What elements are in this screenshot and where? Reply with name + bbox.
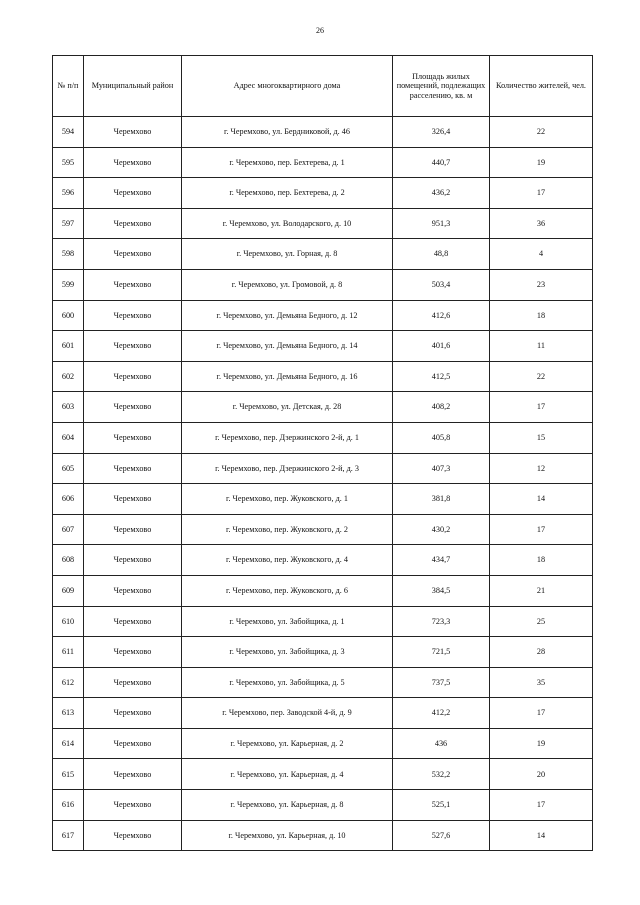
cell-district: Черемхово [84, 422, 182, 453]
cell-address: г. Черемхово, ул. Карьерная, д. 10 [182, 820, 393, 851]
cell-area: 503,4 [393, 269, 490, 300]
cell-area: 440,7 [393, 147, 490, 178]
cell-residents: 17 [490, 790, 593, 821]
table-row [53, 667, 593, 698]
cell-address: г. Черемхово, ул. Володарского, д. 10 [182, 208, 393, 239]
cell-residents: 14 [490, 484, 593, 515]
cell-address: г. Черемхово, ул. Забойщика, д. 5 [182, 667, 393, 698]
cell-area: 412,6 [393, 300, 490, 331]
cell-num: 595 [53, 147, 84, 178]
cell-address: г. Черемхово, пер. Жуковского, д. 6 [182, 575, 393, 606]
cell-residents: 21 [490, 575, 593, 606]
cell-num: 604 [53, 422, 84, 453]
cell-address: г. Черемхово, ул. Карьерная, д. 2 [182, 728, 393, 759]
cell-num: 616 [53, 790, 84, 821]
cell-residents: 20 [490, 759, 593, 790]
cell-district: Черемхово [84, 361, 182, 392]
header-residents: Количество жителей, чел. [490, 56, 593, 117]
cell-num: 601 [53, 331, 84, 362]
cell-area: 384,5 [393, 575, 490, 606]
cell-district: Черемхово [84, 239, 182, 270]
cell-num: 603 [53, 392, 84, 423]
cell-num: 617 [53, 820, 84, 851]
cell-district: Черемхово [84, 208, 182, 239]
cell-residents: 17 [490, 178, 593, 209]
header-district: Муниципальный район [84, 56, 182, 117]
cell-district: Черемхово [84, 728, 182, 759]
table-row [53, 606, 593, 637]
table-row [53, 269, 593, 300]
cell-district: Черемхово [84, 514, 182, 545]
cell-residents: 17 [490, 514, 593, 545]
cell-num: 605 [53, 453, 84, 484]
cell-area: 401,6 [393, 331, 490, 362]
cell-residents: 17 [490, 698, 593, 729]
cell-num: 611 [53, 637, 84, 668]
cell-address: г. Черемхово, ул. Карьерная, д. 4 [182, 759, 393, 790]
cell-area: 381,8 [393, 484, 490, 515]
cell-address: г. Черемхово, пер. Дзержинского 2-й, д. 3 [182, 453, 393, 484]
cell-num: 599 [53, 269, 84, 300]
cell-residents: 4 [490, 239, 593, 270]
cell-num: 608 [53, 545, 84, 576]
cell-district: Черемхово [84, 269, 182, 300]
cell-address: г. Черемхово, ул. Забойщика, д. 3 [182, 637, 393, 668]
cell-residents: 23 [490, 269, 593, 300]
cell-residents: 15 [490, 422, 593, 453]
cell-residents: 19 [490, 728, 593, 759]
cell-district: Черемхово [84, 759, 182, 790]
table-row [53, 361, 593, 392]
table-row [53, 239, 593, 270]
cell-district: Черемхово [84, 484, 182, 515]
header-address: Адрес многоквартирного дома [182, 56, 393, 117]
cell-district: Черемхово [84, 698, 182, 729]
cell-num: 612 [53, 667, 84, 698]
cell-area: 430,2 [393, 514, 490, 545]
table-row [53, 545, 593, 576]
cell-area: 721,5 [393, 637, 490, 668]
cell-address: г. Черемхово, ул. Детская, д. 28 [182, 392, 393, 423]
cell-district: Черемхово [84, 117, 182, 148]
table-row [53, 728, 593, 759]
cell-num: 607 [53, 514, 84, 545]
cell-residents: 35 [490, 667, 593, 698]
cell-residents: 22 [490, 117, 593, 148]
cell-address: г. Черемхово, ул. Карьерная, д. 8 [182, 790, 393, 821]
cell-area: 407,3 [393, 453, 490, 484]
cell-area: 951,3 [393, 208, 490, 239]
table-row [53, 147, 593, 178]
table-row [53, 484, 593, 515]
cell-residents: 28 [490, 637, 593, 668]
table-header [53, 56, 593, 117]
cell-address: г. Черемхово, ул. Демьяна Бедного, д. 16 [182, 361, 393, 392]
table-row [53, 698, 593, 729]
cell-address: г. Черемхово, пер. Бехтерева, д. 2 [182, 178, 393, 209]
cell-area: 532,2 [393, 759, 490, 790]
cell-area: 434,7 [393, 545, 490, 576]
cell-address: г. Черемхово, пер. Дзержинского 2-й, д. 1 [182, 422, 393, 453]
table-row [53, 392, 593, 423]
table-row [53, 117, 593, 148]
cell-address: г. Черемхово, ул. Бердниковой, д. 46 [182, 117, 393, 148]
cell-area: 525,1 [393, 790, 490, 821]
cell-district: Черемхово [84, 575, 182, 606]
cell-address: г. Черемхово, пер. Жуковского, д. 4 [182, 545, 393, 576]
cell-residents: 12 [490, 453, 593, 484]
cell-residents: 14 [490, 820, 593, 851]
cell-district: Черемхово [84, 545, 182, 576]
table-row [53, 575, 593, 606]
cell-address: г. Черемхово, ул. Демьяна Бедного, д. 14 [182, 331, 393, 362]
table-row [53, 208, 593, 239]
cell-residents: 17 [490, 392, 593, 423]
cell-area: 436 [393, 728, 490, 759]
cell-district: Черемхово [84, 178, 182, 209]
cell-area: 326,4 [393, 117, 490, 148]
table-row [53, 514, 593, 545]
cell-residents: 18 [490, 545, 593, 576]
cell-address: г. Черемхово, пер. Жуковского, д. 1 [182, 484, 393, 515]
cell-num: 613 [53, 698, 84, 729]
cell-area: 723,3 [393, 606, 490, 637]
cell-area: 408,2 [393, 392, 490, 423]
header-num: № п/п [53, 56, 84, 117]
cell-residents: 11 [490, 331, 593, 362]
cell-district: Черемхово [84, 392, 182, 423]
table-body [53, 117, 593, 851]
cell-area: 527,6 [393, 820, 490, 851]
cell-district: Черемхово [84, 820, 182, 851]
cell-num: 602 [53, 361, 84, 392]
cell-district: Черемхово [84, 637, 182, 668]
table-row [53, 453, 593, 484]
table-row [53, 422, 593, 453]
cell-address: г. Черемхово, пер. Заводской 4-й, д. 9 [182, 698, 393, 729]
cell-address: г. Черемхово, ул. Забойщика, д. 1 [182, 606, 393, 637]
cell-num: 610 [53, 606, 84, 637]
cell-residents: 19 [490, 147, 593, 178]
cell-address: г. Черемхово, пер. Жуковского, д. 2 [182, 514, 393, 545]
table-row [53, 178, 593, 209]
cell-residents: 22 [490, 361, 593, 392]
cell-area: 412,2 [393, 698, 490, 729]
cell-num: 596 [53, 178, 84, 209]
cell-residents: 25 [490, 606, 593, 637]
cell-district: Черемхово [84, 606, 182, 637]
table-row [53, 637, 593, 668]
cell-district: Черемхово [84, 453, 182, 484]
cell-num: 609 [53, 575, 84, 606]
table-row [53, 820, 593, 851]
cell-address: г. Черемхово, ул. Горная, д. 8 [182, 239, 393, 270]
cell-area: 412,5 [393, 361, 490, 392]
cell-residents: 36 [490, 208, 593, 239]
cell-address: г. Черемхово, ул. Громовой, д. 8 [182, 269, 393, 300]
housing-registry-table [52, 55, 593, 851]
table-row [53, 790, 593, 821]
table-row [53, 759, 593, 790]
cell-district: Черемхово [84, 147, 182, 178]
header-area: Площадь жилых помещений, подлежащих расселению, кв. м [393, 56, 490, 117]
cell-district: Черемхово [84, 667, 182, 698]
table-row [53, 300, 593, 331]
table-row [53, 331, 593, 362]
cell-district: Черемхово [84, 300, 182, 331]
cell-num: 597 [53, 208, 84, 239]
cell-residents: 18 [490, 300, 593, 331]
page-number: 26 [316, 26, 324, 35]
header-row [53, 56, 593, 117]
cell-num: 615 [53, 759, 84, 790]
cell-address: г. Черемхово, пер. Бехтерева, д. 1 [182, 147, 393, 178]
cell-area: 48,8 [393, 239, 490, 270]
cell-address: г. Черемхово, ул. Демьяна Бедного, д. 12 [182, 300, 393, 331]
cell-area: 405,8 [393, 422, 490, 453]
cell-num: 606 [53, 484, 84, 515]
cell-district: Черемхово [84, 331, 182, 362]
cell-num: 614 [53, 728, 84, 759]
cell-area: 737,5 [393, 667, 490, 698]
cell-num: 600 [53, 300, 84, 331]
cell-num: 598 [53, 239, 84, 270]
cell-num: 594 [53, 117, 84, 148]
cell-area: 436,2 [393, 178, 490, 209]
cell-district: Черемхово [84, 790, 182, 821]
